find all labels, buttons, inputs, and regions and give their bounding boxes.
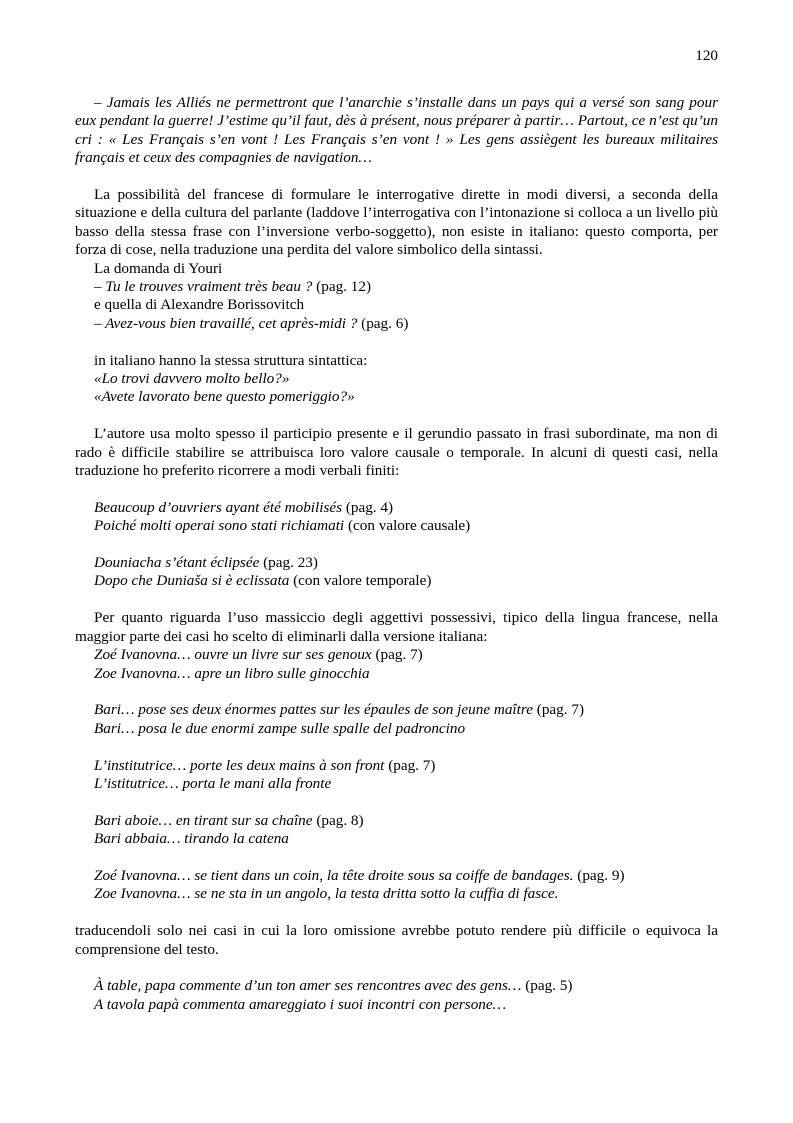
example-it	[75, 830, 718, 848]
fr-text: Beaucoup d’ouvriers ayant été mobilisés	[94, 498, 343, 516]
page-body	[75, 94, 718, 1014]
it-text: Zoe Ivanovna… se ne sta in un angolo, la testa dritta sotto la cuffia di fasce.	[94, 885, 559, 903]
french-quote-paragraph	[75, 94, 718, 168]
paragraph-interrogative: La possibilità del francese di formulare le interrogative dirette in modi diversi, a seconda della situazione e della cultura del parlante (laddove l’interrogativa con l’intonazione si colloca a un livello più basso della stessa frase con l’inversione verbo-soggetto), non esiste in italiano: questo comporta, per forza di cose, nella traduzione una perdita del valore simbolico della sintassi.	[75, 186, 718, 259]
example-it	[75, 572, 718, 590]
italian-q1-text: «Lo trovi davvero molto bello?»	[94, 370, 290, 388]
example-fr	[75, 499, 718, 517]
fr-ref: (pag. 8)	[312, 811, 364, 829]
example-fr	[75, 646, 718, 664]
fr-ref: (pag. 5)	[521, 977, 573, 995]
youri-intro: La domanda di Youri	[94, 259, 223, 277]
final-example-fr	[75, 977, 718, 995]
paragraph-translating: traducendoli solo nei casi in cui la loro omissione avrebbe potuto rendere più difficile o equivoca la comprensione del testo.	[75, 922, 718, 958]
italian-q2	[75, 388, 718, 406]
example-fr	[75, 812, 718, 830]
it-text: Bari… posa le due enormi zampe sulle spalle del padroncino	[94, 719, 466, 737]
fr-text: Bari… pose ses deux énormes pattes sur les épaules de son jeune maître	[94, 701, 533, 719]
example-fr	[75, 701, 718, 719]
alex-intro: e quella di Alexandre Borissovitch	[94, 296, 305, 314]
youri-example	[75, 278, 718, 296]
alex-example	[75, 315, 718, 333]
it-text: Poiché molti operai sono stati richiamati	[94, 517, 345, 535]
example-it	[75, 775, 718, 793]
example-fr	[75, 757, 718, 775]
example-fr	[75, 867, 718, 885]
alex-ref: (pag. 6)	[357, 314, 409, 332]
example-it	[75, 720, 718, 738]
final-example-it	[75, 996, 718, 1014]
fr-ref: (pag. 7)	[371, 646, 423, 664]
italian-intro: in italiano hanno la stessa struttura sintattica:	[94, 351, 368, 369]
example-it	[75, 665, 718, 683]
it-note: (con valore causale)	[344, 517, 471, 535]
fr-ref: (pag. 7)	[384, 756, 436, 774]
fr-ref: (pag. 9)	[573, 866, 625, 884]
fr-ref: (pag. 4)	[342, 498, 394, 516]
fr-text: À table, papa commente d’un ton amer ses rencontres avec des gens…	[94, 977, 522, 995]
it-text: L’istitutrice… porta le mani alla fronte	[94, 774, 332, 792]
fr-text: Douniacha s’étant éclipsée	[94, 554, 260, 572]
paragraph-participle: L’autore usa molto spesso il participio presente e il gerundio passato in frasi subordinate, ma non di rado è difficile stabilire se attribuisca loro valore causale o temporale. In alcuni di questi casi, nella traduzione ho preferito ricorrere a modi verbali finiti:	[75, 425, 718, 480]
fr-text: Bari aboie… en tirant sur sa chaîne	[94, 811, 313, 829]
page-number: 120	[695, 47, 718, 64]
fr-text: L’institutrice… porte les deux mains à son front	[94, 756, 385, 774]
fr-ref: (pag. 23)	[259, 554, 318, 572]
example-it	[75, 517, 718, 535]
example-fr	[75, 554, 718, 572]
italian-q2-text: «Avete lavorato bene questo pomeriggio?»	[94, 388, 355, 406]
youri-ref: (pag. 12)	[312, 278, 371, 296]
fr-ref: (pag. 7)	[532, 701, 584, 719]
fr-text: Zoé Ivanovna… ouvre un livre sur ses genoux	[94, 646, 372, 664]
example-it	[75, 885, 718, 903]
italian-q1	[75, 370, 718, 388]
it-text: Zoe Ivanovna… apre un libro sulle ginocchia	[94, 664, 370, 682]
it-text: A tavola papà commenta amareggiato i suoi incontri con persone…	[94, 995, 507, 1013]
french-quote-text: – Jamais les Alliés ne permettront que l’anarchie s’installe dans un pays qui a versé son sang pour eux pendant la guerre! J’estime qu’il faut, dès à présent, nous préparer à partir… Partout, ce n’est qu’un cri : « Les Français s’en vont ! Les Français s’en vont ! » Les gens assiègent les bureaux militaires français et ceux des compagnies de navigation…	[75, 94, 718, 167]
it-note: (con valore temporale)	[289, 572, 432, 590]
alex-quote: – Avez-vous bien travaillé, cet après-midi ?	[94, 314, 358, 332]
fr-text: Zoé Ivanovna… se tient dans un coin, la tête droite sous sa coiffe de bandages.	[94, 866, 574, 884]
it-text: Dopo che Duniaša si è eclissata	[94, 572, 290, 590]
it-text: Bari abbaia… tirando la catena	[94, 830, 289, 848]
youri-quote: – Tu le trouves vraiment très beau ?	[94, 278, 313, 296]
paragraph-possessive: Per quanto riguarda l’uso massiccio degli aggettivi possessivi, tipico della lingua francese, nella maggior parte dei casi ho scelto di eliminarli dalla versione italiana:	[75, 609, 718, 645]
